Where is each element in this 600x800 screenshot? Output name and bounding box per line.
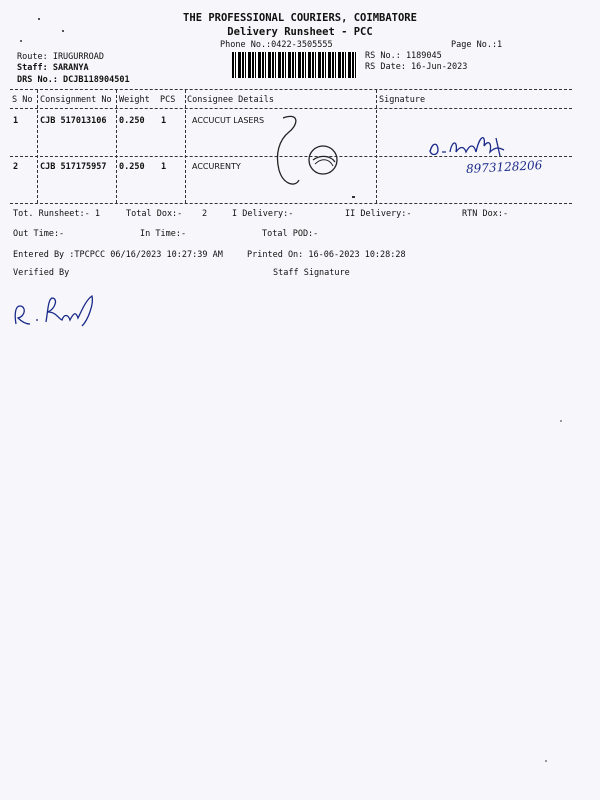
drs-number: DRS No.: DCJB118904501 [17, 75, 130, 85]
table-row-sno: 1 [13, 116, 19, 126]
speck [545, 760, 547, 762]
table-bottom-rule [10, 203, 572, 204]
total-pod: Total POD:- [262, 229, 319, 239]
header-sno: S No [12, 95, 33, 105]
verifier-signature [12, 290, 102, 334]
page-number: Page No.:1 [451, 40, 503, 50]
staff-label: Staff: SARANYA [17, 63, 89, 73]
speck [20, 40, 22, 42]
header-signature: Signature [379, 95, 426, 105]
table-row-weight: 0.250 [119, 116, 145, 126]
table-row-pcs: 1 [161, 162, 167, 172]
speck [62, 30, 64, 32]
col-divider [185, 90, 186, 203]
company-title: THE PROFESSIONAL COURIERS, COIMBATORE [183, 12, 417, 24]
table-row-consignment: CJB 517175957 [40, 162, 107, 172]
total-dox-label: Total Dox:- [126, 209, 183, 219]
table-top-rule [10, 89, 572, 90]
header-weight: Weight [119, 95, 150, 105]
col-divider [116, 90, 117, 203]
speck [560, 420, 562, 422]
total-dox-value: 2 [202, 209, 208, 219]
col-divider [376, 90, 377, 203]
table-row-weight: 0.250 [119, 162, 145, 172]
rs-number: RS No.: 1189045 [365, 51, 442, 61]
table-row-pcs: 1 [161, 116, 167, 126]
handwritten-scribble [265, 110, 355, 194]
entered-by: Entered By :TPCPCC 06/16/2023 10:27:39 AM [13, 250, 223, 260]
barcode [232, 52, 358, 78]
speck [38, 18, 40, 20]
route-label: Route: IRUGURROAD [17, 52, 104, 62]
table-row-consignment: CJB 517013106 [40, 116, 107, 126]
phone-number: Phone No.:0422-3505555 [220, 40, 333, 50]
tot-runsheet: Tot. Runsheet:- 1 [13, 209, 100, 219]
header-consignee: Consignee Details [187, 95, 274, 105]
rtn-dox: RTN Dox:- [462, 209, 509, 219]
table-row-consignee: ACCUCUT LASERS [192, 116, 265, 125]
staff-signature-label: Staff Signature [273, 268, 350, 278]
printed-on: Printed On: 16-06-2023 10:28:28 [247, 250, 406, 260]
table-header-rule [10, 108, 572, 109]
document-subtitle: Delivery Runsheet - PCC [227, 26, 373, 38]
col-divider [37, 90, 38, 203]
speck [352, 196, 355, 198]
table-row-consignee: ACCURENTY [192, 162, 241, 171]
i-delivery: I Delivery:- [232, 209, 294, 219]
in-time: In Time:- [140, 229, 187, 239]
rs-date: RS Date: 16-Jun-2023 [365, 62, 468, 72]
header-consignment: Consignment No [40, 95, 112, 105]
header-pcs: PCS [160, 95, 176, 105]
out-time: Out Time:- [13, 229, 65, 239]
ii-delivery: II Delivery:- [345, 209, 412, 219]
handwritten-phone: 8973128206 [465, 158, 543, 176]
table-row-sno: 2 [13, 162, 19, 172]
verified-by: Verified By [13, 268, 70, 278]
